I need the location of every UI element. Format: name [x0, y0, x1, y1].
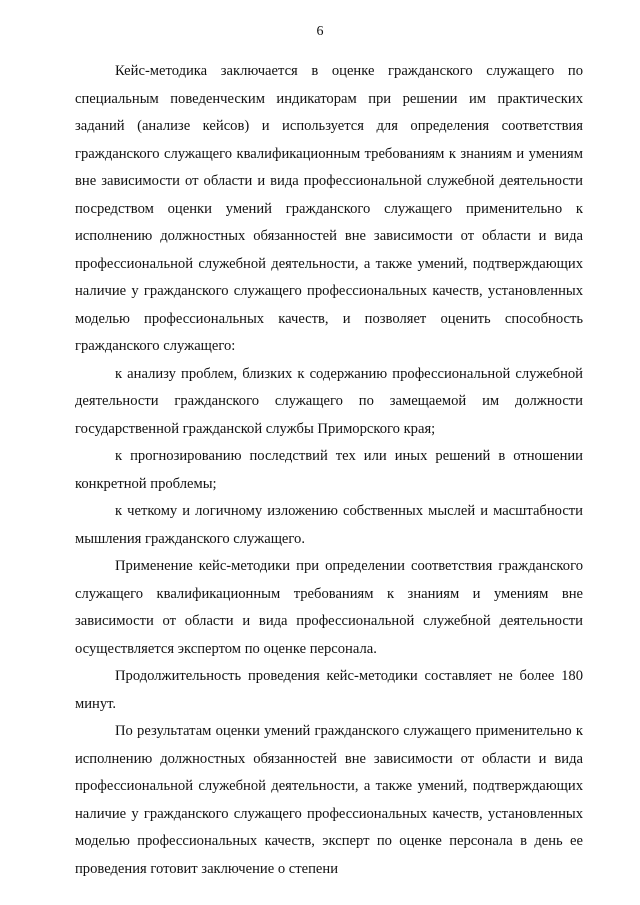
- paragraph-results: По результатам оценки умений гражданского служащего применительно к исполнению должностных обязанностей вне зависимости от области и вида профессиональной служебной деятельности, а также умений, подтверждающих наличие у гражданского служащего профессиональных качеств, установленных моделью профессиональных качеств, эксперт по оценке персонала в день ее проведения готовит заключение о степени: [75, 723, 583, 877]
- document-body: [75, 58, 583, 883]
- paragraph-application: Применение кейс-методики при определении соответствия гражданского служащего квалификационным требованиям к знаниям и умениям вне зависимости от области и вида профессиональной служебной деятельности осуществляется экспертом по оценке персонала.: [75, 558, 583, 657]
- paragraph-duration: Продолжительность проведения кейс-методики составляет не более 180 минут.: [75, 668, 583, 712]
- paragraph-ability-forecasting: к прогнозированию последствий тех или иных решений в отношении конкретной проблемы;: [75, 448, 583, 492]
- page-number: 6: [316, 24, 324, 39]
- paragraph-case-method-definition: Кейс-методика заключается в оценке гражданского служащего по специальным поведенческим индикаторам при решении им практических заданий (анализе кейсов) и используется для определения соответствия гражданского служащего квалификационным требованиям к знаниям и умениям вне зависимости от области и вида профессиональной служебной деятельности посредством оценки умений гражданского служащего применительно к исполнению должностных обязанностей вне зависимости от области и вида профессиональной служебной деятельности, а также умений, подтверждающих наличие у гражданского служащего профессиональных качеств, установленных моделью профессиональных качеств, и позволяет оценить способность гражданского служащего:: [75, 63, 583, 354]
- paragraph-ability-presentation: к четкому и логичному изложению собственных мыслей и масштабности мышления гражданского служащего.: [75, 503, 583, 547]
- paragraph-ability-analysis: к анализу проблем, близких к содержанию профессиональной служебной деятельности гражданского служащего по замещаемой им должности государственной гражданской службы Приморского края;: [75, 365, 583, 437]
